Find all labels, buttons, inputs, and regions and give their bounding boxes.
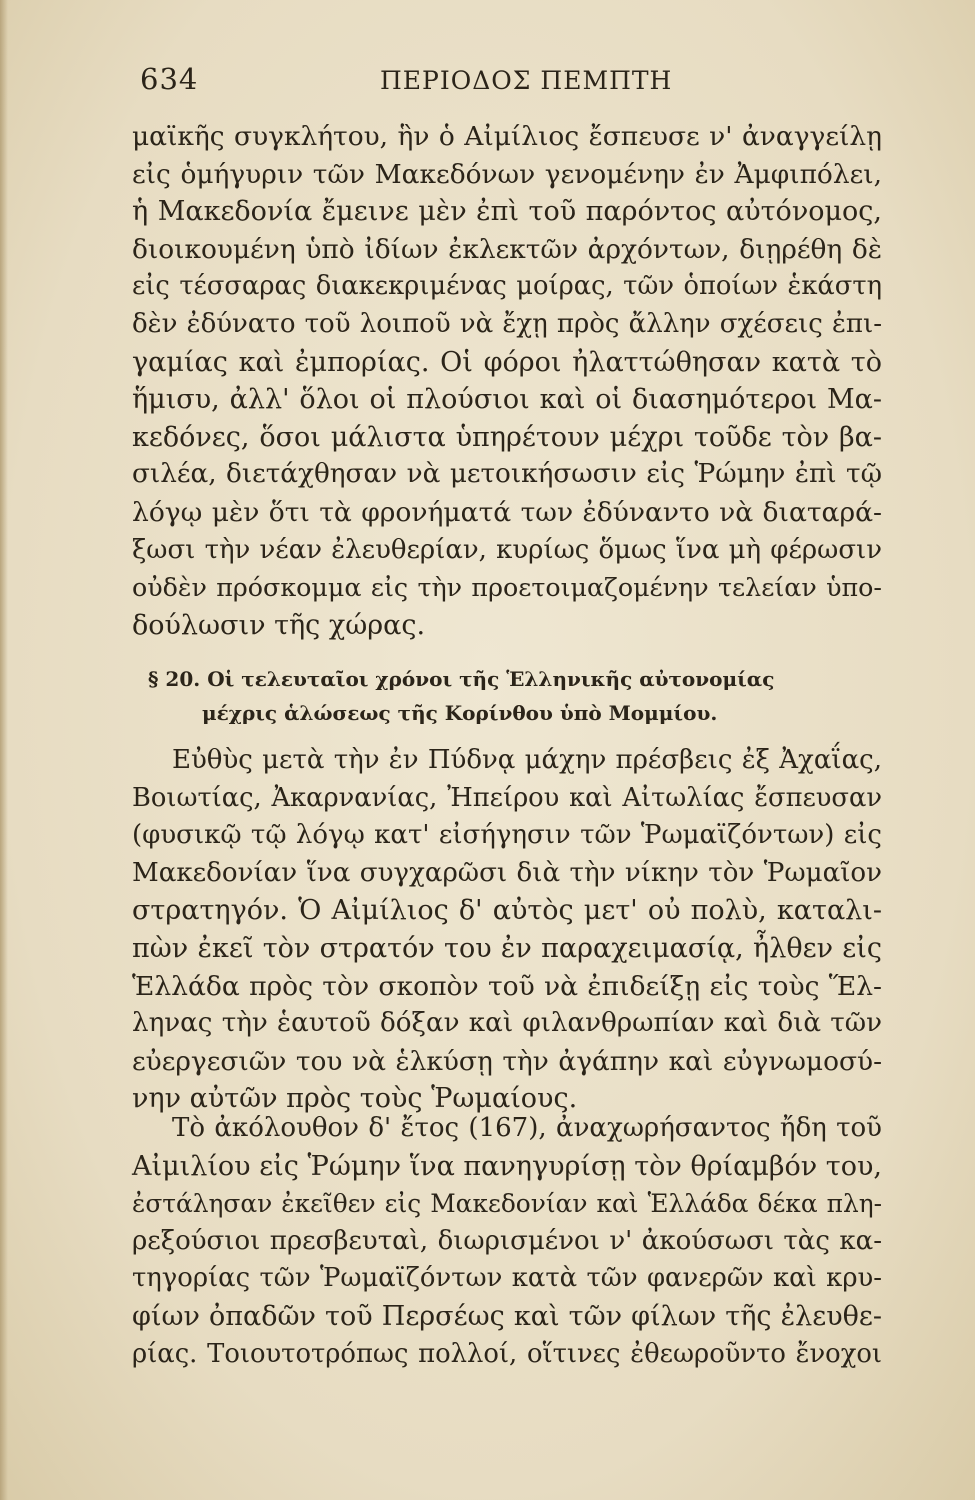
page-number: 634 (140, 62, 199, 96)
text-line: κεδόνες, ὅσοι μάλιστα ὑπηρέτουν μέχρι τοῦδε τὸν βα- (132, 421, 882, 453)
text-line: (φυσικῷ τῷ λόγῳ κατ' εἰσήγησιν τῶν Ῥωμαϊζόντων) εἰς (132, 820, 882, 851)
text-line: ρίας. Τοιουτοτρόπως πολλοί, οἵτινες ἐθεωροῦντο ἔνοχοι (132, 1338, 882, 1369)
text-line: τηγορίας τῶν Ῥωμαϊζόντων κατὰ τῶν φανερῶν καὶ κρυ- (132, 1263, 882, 1294)
paragraph-3 (132, 1110, 882, 1373)
text-line: σιλέα, διετάχθησαν νὰ μετοικήσωσιν εἰς Ῥώμην ἐπὶ τῷ (132, 459, 882, 490)
text-line: διοικουμένη ὑπὸ ἰδίων ἐκλεκτῶν ἀρχόντων, διῃρέθη δὲ (132, 233, 882, 265)
text-line: Βοιωτίας, Ἀκαρνανίας, Ἠπείρου καὶ Αἰτωλίας ἔσπευσαν (132, 782, 882, 813)
section-heading (148, 662, 888, 730)
text-line: φίων ὀπαδῶν τοῦ Περσέως καὶ τῶν φίλων τῆς ἐλευθε- (132, 1300, 882, 1332)
text-line: ξωσι τὴν νέαν ἐλευθερίαν, κυρίως ὅμως ἵνα μὴ φέρωσιν (132, 534, 882, 565)
text-line: εἰς ὁμήγυριν τῶν Μακεδόνων γενομένην ἐν Ἀμφιπόλει, (132, 158, 882, 190)
text-line: Αἰμιλίου εἰς Ῥώμην ἵνα πανηγυρίσῃ τὸν θρίαμβόν του, (132, 1150, 882, 1182)
text-line: εὐεργεσιῶν του νὰ ἑλκύσῃ τὴν ἀγάπην καὶ εὐγνωμοσύ- (132, 1045, 882, 1077)
section-title-line-2: μέχρις ἁλώσεως τῆς Κορίνθου ὑπὸ Μομμίου. (202, 701, 718, 725)
text-line: εἰς τέσσαρας διακεκριμένας μοίρας, τῶν ὁποίων ἑκάστη (132, 271, 882, 302)
text-line: ἥμισυ, ἀλλ' ὅλοι οἱ πλούσιοι καὶ οἱ διασημότεροι Μα- (132, 384, 882, 416)
section-heading-line-1 (148, 662, 888, 696)
text-line: ἡ Μακεδονία ἔμεινε μὲν ἐπὶ τοῦ παρόντος αὐτόνομος, (132, 196, 882, 228)
text-line: νην αὐτῶν πρὸς τοὺς Ῥωμαίους. (132, 1083, 578, 1115)
text-line: γαμίας καὶ ἐμπορίας. Οἱ φόροι ἠλαττώθησαν κατὰ τὸ (132, 346, 882, 378)
running-title: ΠΕΡΙΟΔΟΣ ΠΕΜΠΤΗ (380, 66, 673, 95)
section-number: § 20. (148, 667, 201, 691)
page-header (140, 62, 900, 112)
text-line: δὲν ἐδύνατο τοῦ λοιποῦ νὰ ἔχῃ πρὸς ἄλλην σχέσεις ἐπι- (132, 308, 882, 339)
paragraph-1 (132, 118, 882, 644)
text-line: πὼν ἐκεῖ τὸν στρατόν του ἐν παραχειμασίᾳ, ἦλθεν εἰς (132, 932, 882, 964)
text-line: ρεξούσιοι πρεσβευταὶ, διωρισμένοι ν' ἀκούσωσι τὰς κα- (132, 1225, 882, 1256)
text-line: ληνας τὴν ἑαυτοῦ δόξαν καὶ φιλανθρωπίαν καὶ διὰ τῶν (132, 1008, 882, 1039)
paragraph-2 (132, 742, 882, 1118)
section-title-line-1: Οἱ τελευταῖοι χρόνοι τῆς Ἑλληνικῆς αὐτονομίας (207, 667, 775, 691)
text-line: λόγῳ μὲν ὅτι τὰ φρονήματά των ἐδύναντο νὰ διαταρά- (132, 496, 882, 528)
text-line: στρατηγόν. Ὁ Αἰμίλιος δ' αὐτὸς μετ' οὐ πολὺ, καταλι- (132, 895, 882, 927)
text-line: Μακεδονίαν ἵνα συγχαρῶσι διὰ τὴν νίκην τὸν Ῥωμαῖον (132, 857, 882, 888)
text-line: ἐστάλησαν ἐκεῖθεν εἰς Μακεδονίαν καὶ Ἑλλάδα δέκα πλη- (132, 1189, 882, 1219)
text-line: μαϊκῆς συγκλήτου, ἣν ὁ Αἰμίλιος ἔσπευσε ν' ἀναγγείλῃ (132, 121, 882, 152)
text-line: Τὸ ἀκόλουθον δ' ἔτος (167), ἀναχωρήσαντος ἤδη τοῦ (172, 1113, 882, 1143)
text-line: Εὐθὺς μετὰ τὴν ἐν Πύδνᾳ μάχην πρέσβεις ἐξ Ἀχαΐας, (172, 745, 882, 775)
page-edge-shadow (0, 0, 8, 1500)
text-line: δούλωσιν τῆς χώρας. (132, 609, 426, 641)
text-line: οὐδὲν πρόσκομμα εἰς τὴν προετοιμαζομένην τελείαν ὑπο- (132, 572, 882, 603)
text-line: Ἑλλάδα πρὸς τὸν σκοπὸν τοῦ νὰ ἐπιδείξῃ εἰς τοὺς Ἕλ- (132, 970, 882, 1002)
